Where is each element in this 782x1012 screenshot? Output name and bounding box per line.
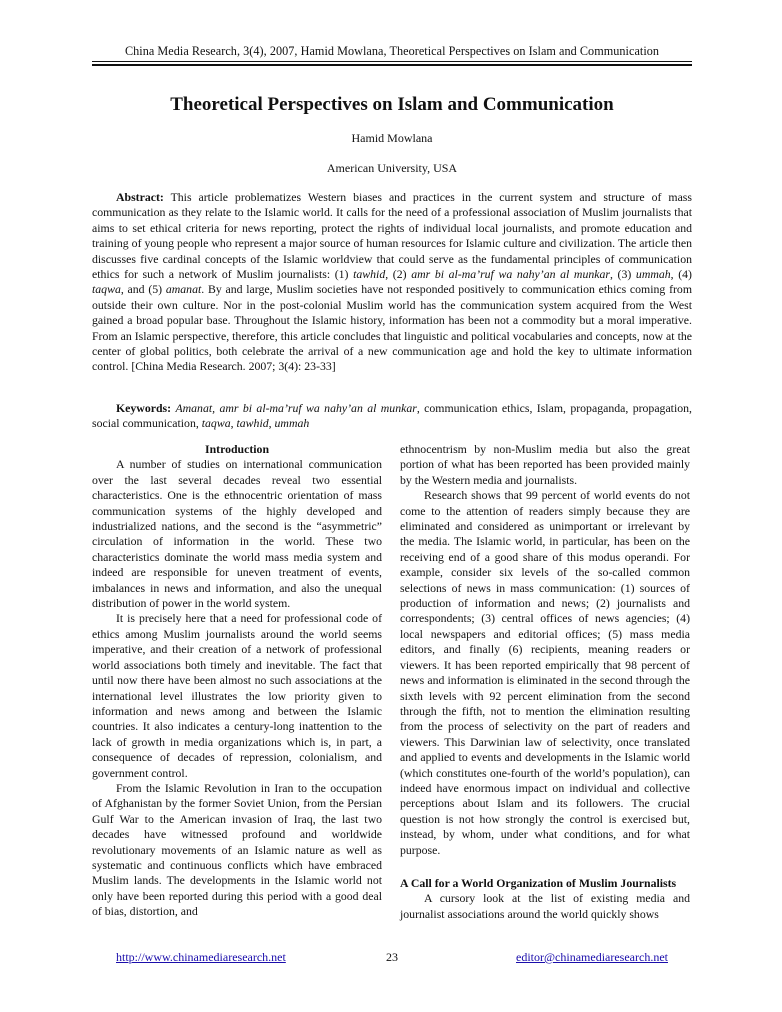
keywords-text: , xyxy=(268,416,275,431)
abstract-text: This article problematizes Western biases and practices in the current system and structure of mass communication as they relate to the Islamic world. It calls for the need of a professional association of Muslim journalists that aims to set ethical criteria for news reporting, protect the rights of individual local journalists, and promote education and training of young people who represent a major source of human resources for Islamic culture and civilization. The article then discusses five cardinal concepts of the Islamic worldview that could serve as the fundamental principles of communication ethics for such a network of Muslim journalists: (1) xyxy=(92,190,692,282)
keywords-text: , xyxy=(230,416,237,431)
section-heading-call: A Call for a World Organization of Muslim Journalists xyxy=(400,875,677,890)
header-rule-thick xyxy=(92,64,692,66)
keywords-label: Keywords: xyxy=(116,401,172,415)
abstract-text: , (4) xyxy=(670,267,692,282)
abstract-term: tawhid xyxy=(353,267,386,282)
body-paragraph: A cursory look at the list of existing media and journalist associations around the world quickly shows xyxy=(400,891,690,921)
keywords xyxy=(92,401,692,432)
abstract-text: , (3) xyxy=(609,267,636,282)
abstract-text: . By and large, Muslim societies have not responded positively to communication ethics coming from outside their own culture. Nor in the post-colonial Muslim world has the communication system acquired from the West gained a broad popular base. Throughout the Islamic history, information has been not a commodity but a moral imperative. From an Islamic perspective, therefore, this article concludes that linguistic and political vocabularies and concepts, now at the center of global politics, both celebrate the arrival of a new communication age and hold the key to ultimate information control. [China Media Research. 2007; 3(4): 23-33] xyxy=(92,282,692,374)
abstract-text: , and (5) xyxy=(120,282,166,297)
header-rule-thin xyxy=(92,61,692,62)
author-name: Hamid Mowlana xyxy=(351,131,433,145)
footer-email-link[interactable]: editor@chinamediaresearch.net xyxy=(516,950,668,964)
footer-website-link[interactable]: http://www.chinamediaresearch.net xyxy=(116,950,286,964)
keyword-term: Amanat, amr bi al-ma’ruf wa nahy’an al munkar xyxy=(175,401,417,415)
abstract xyxy=(92,190,692,375)
abstract-term: ummah xyxy=(635,267,671,282)
keyword-term: tawhid xyxy=(236,416,269,431)
keyword-term: taqwa xyxy=(201,416,231,431)
section-heading-introduction: Introduction xyxy=(204,442,270,456)
body-paragraph: It is precisely here that a need for professional code of ethics among Muslim journalists around the world seems imperative, and their creation of a network of professional world associations both timely and inevitable. The fact that until now there have been almost no such associations at the international level illustrates the low priority given to information and news among and between the Islamic countries. It also indicates a century-long inattention to the lack of growth in media organizations which is, in part, a consequence of decades of repression, colonialism, and government control. xyxy=(92,611,382,780)
abstract-term: taqwa xyxy=(92,282,121,297)
left-column xyxy=(92,442,382,920)
right-column xyxy=(400,442,690,922)
abstract-term: amr bi al-ma’ruf wa nahy’an al munkar xyxy=(411,267,610,282)
running-head: China Media Research, 3(4), 2007, Hamid Mowlana, Theoretical Perspectives on Islam and Communication xyxy=(124,44,660,58)
keywords-text: , communication ethics, Islam, propaganda, propagation, social communication, xyxy=(92,401,692,431)
abstract-term: amanat xyxy=(165,282,202,297)
body-paragraph: ethnocentrism by non-Muslim media but also the great portion of what has been reported has been provided mainly by the Western media and journalists. xyxy=(400,442,690,487)
page-number: 23 xyxy=(386,950,398,964)
keyword-term: ummah xyxy=(274,416,310,431)
body-paragraph: A number of studies on international communication over the last several decades reveal two essential characteristics. One is the ethnocentric orientation of mass communication systems of the highly developed and industrialized nations, and the second is the “asymmetric” circulation of information in the world. These two characteristics dominate the world mass media system and indeed are responsible for uneven treatment of events, imbalances in news and information, and also the unequal distribution of power in the world system. xyxy=(92,457,382,611)
article-title: Theoretical Perspectives on Islam and Communication xyxy=(170,94,614,115)
body-paragraph: From the Islamic Revolution in Iran to the occupation of Afghanistan by the former Soviet Union, from the Persian Gulf War to the American invasion of Iraq, the last two decades have witnessed profound and worldwide revolutionary movements of an Islamic nature as well as systematic and continuous conflicts which have embraced Muslim lands. The developments in the Islamic world not only have been reported during this period with a good deal of bias, distortion, and xyxy=(92,780,382,919)
body-paragraph: Research shows that 99 percent of world events do not come to the attention of readers simply because they are eliminated and considered as unimportant or irrelevant by the media. The Islamic world, in particular, has been on the receiving end of a good share of this modus operandi. For example, consider six levels of the so-called common selections of news in mass communication: (1) sources of production of information and news; (2) journalists and correspondents; (3) central offices of news agencies; (4) local newspapers and editorial offices; (5) mass media editors, and finally (6) recipients, meaning readers or viewers. It has been reported empirically that 98 percent of news and information is eliminated in the second through the sixth levels with 92 percent elimination from the second through the fifth, not to mention the elimination resulting from the process of selectivity on the part of readers and viewers. This Darwinian law of selectivity, once translated and applied to events and developments in the Islamic world (which constitutes one-fourth of the world’s population), can indeed have enormous impact on individual and collective perceptions about Islam and its followers. The crucial question is not how strongly the control is exercised but, instead, by whom, under what conditions, and for what purpose. xyxy=(400,488,690,857)
abstract-text: , (2) xyxy=(385,267,412,282)
author-affiliation: American University, USA xyxy=(326,161,458,175)
abstract-label: Abstract: xyxy=(116,190,164,204)
page-footer xyxy=(92,950,692,966)
